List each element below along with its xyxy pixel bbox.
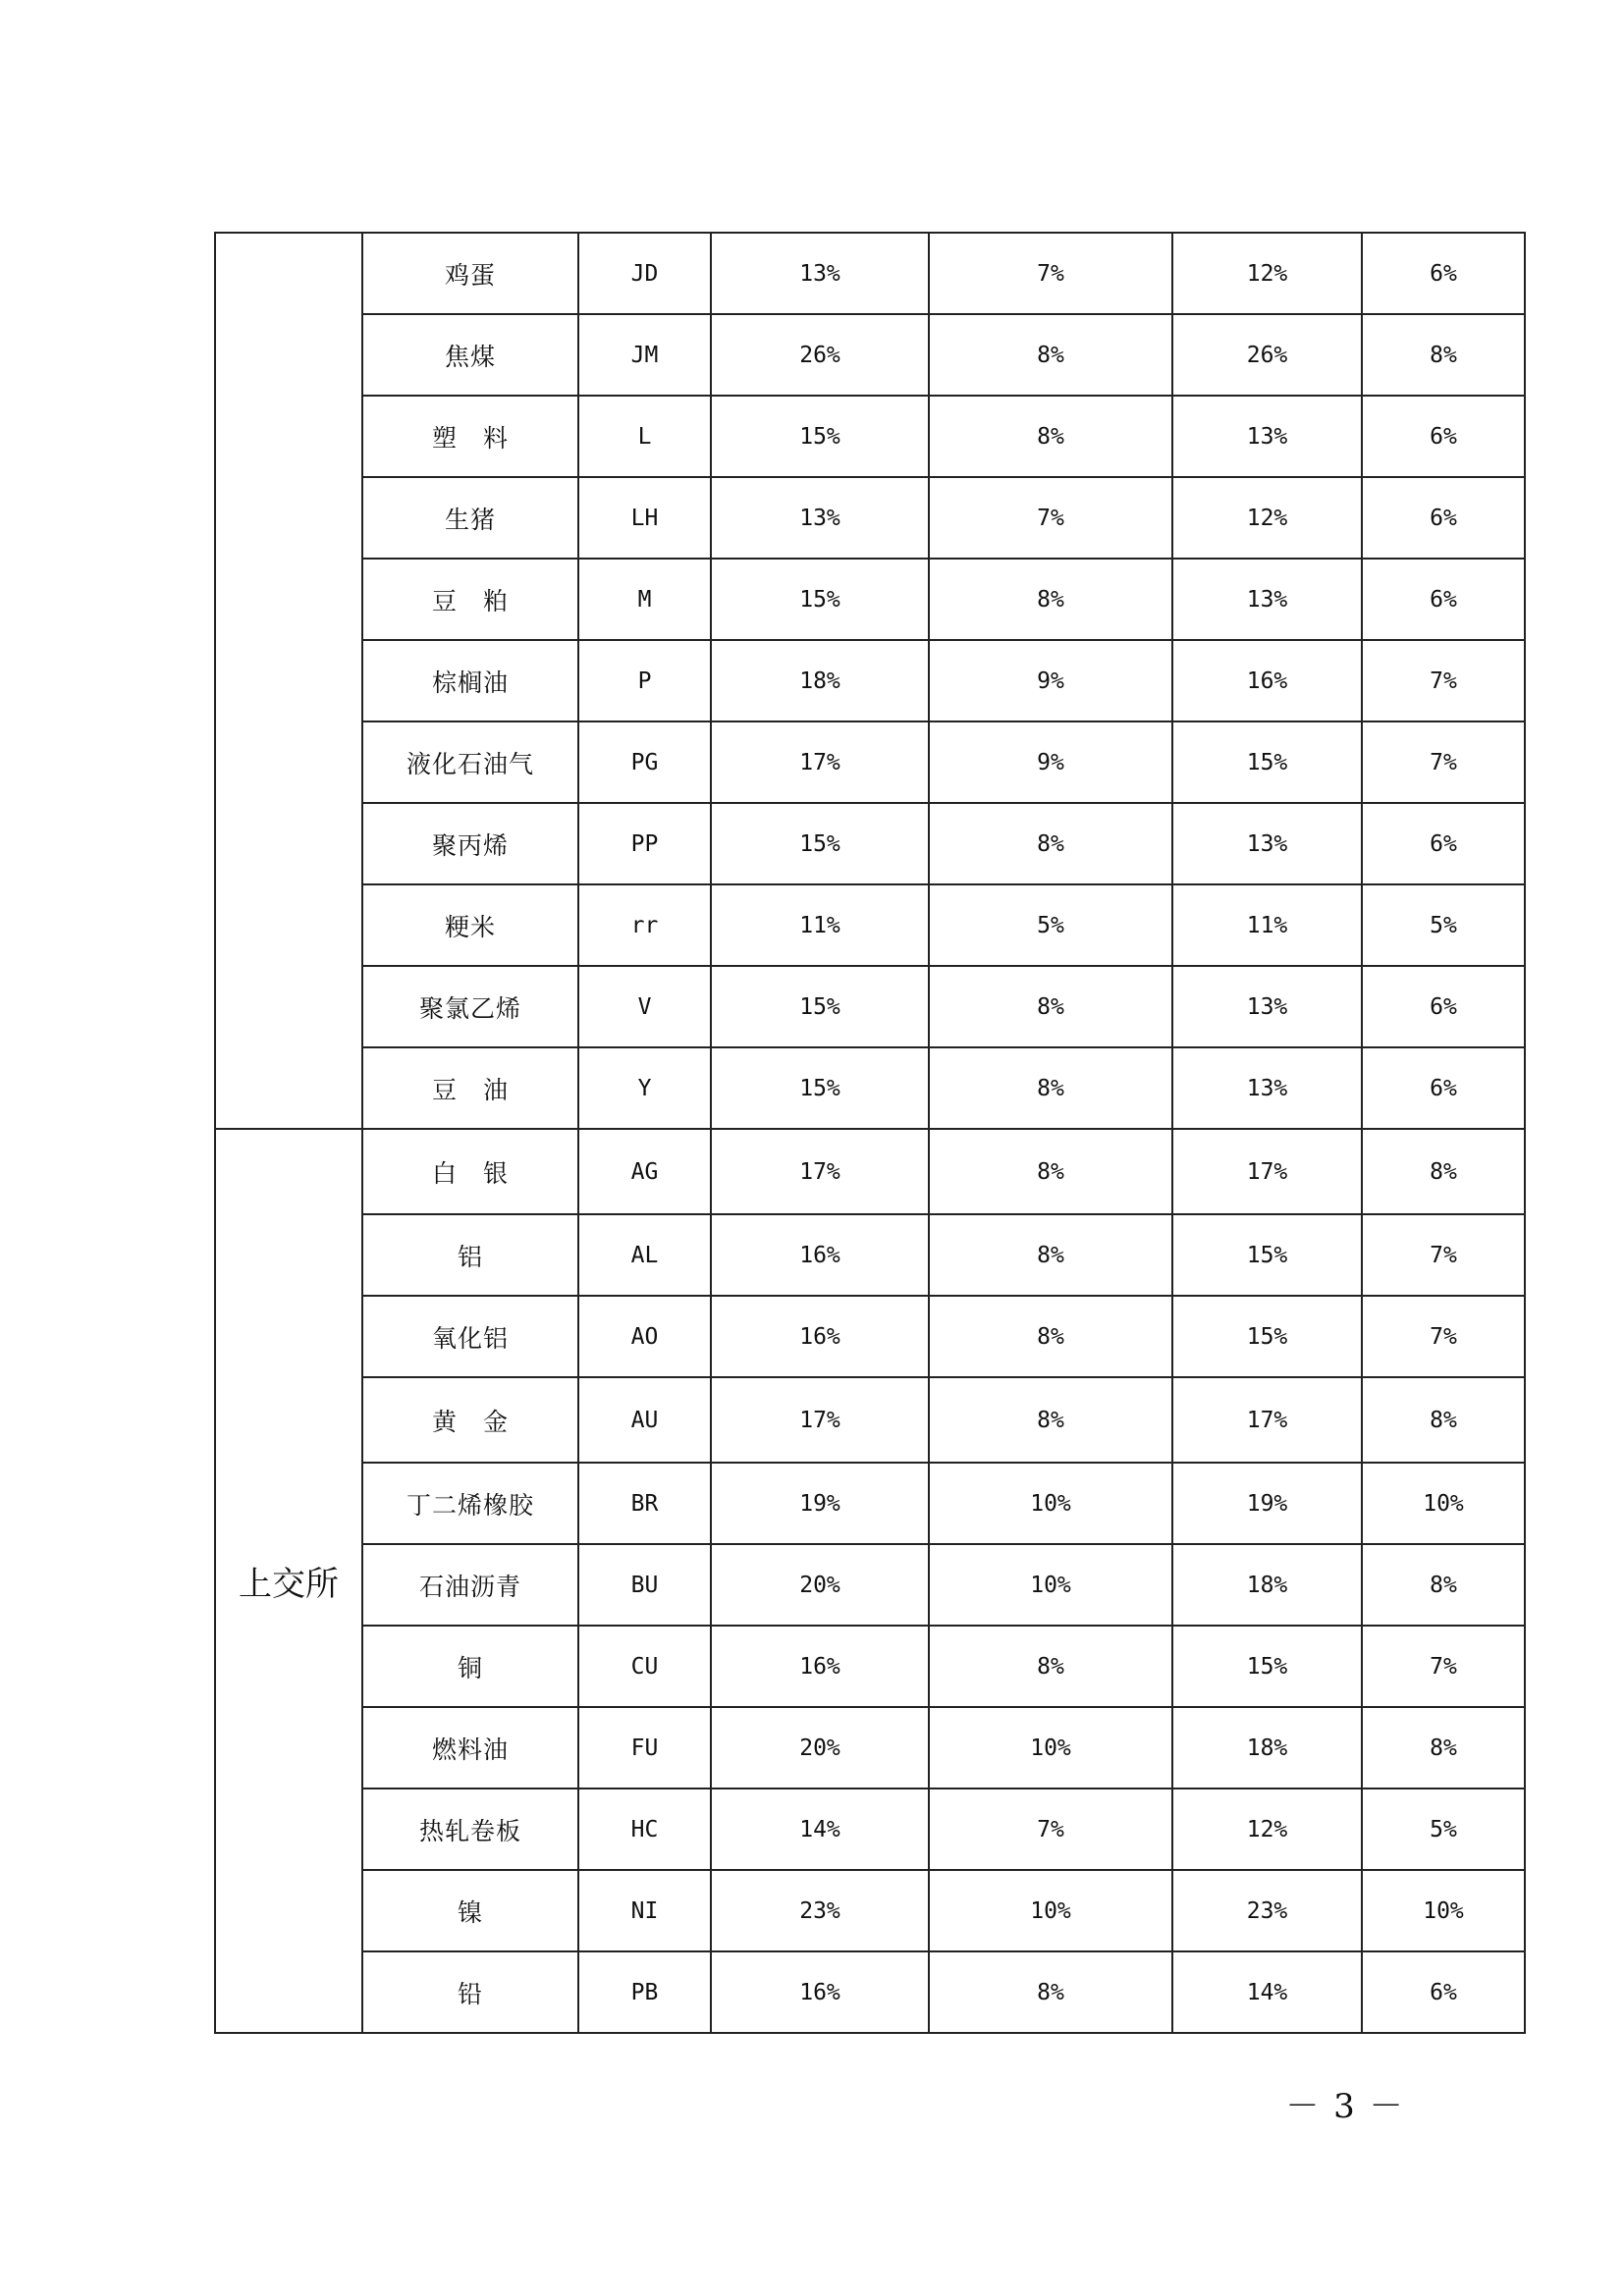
margin-value-cell: 8%	[929, 1377, 1172, 1463]
margin-value-cell: 17%	[711, 1377, 929, 1463]
table-row	[215, 1951, 1525, 2033]
table-row	[215, 640, 1525, 721]
margin-value-cell: 16%	[711, 1951, 929, 2033]
margin-value-cell: 15%	[711, 559, 929, 640]
margin-value-cell: 10%	[929, 1870, 1172, 1951]
margin-value-cell: 7%	[1362, 1626, 1525, 1707]
margin-value-cell: 23%	[711, 1870, 929, 1951]
margin-value-cell: 8%	[929, 396, 1172, 477]
table-row	[215, 477, 1525, 559]
margin-value-cell: 11%	[711, 884, 929, 966]
margin-value-cell: 6%	[1362, 233, 1525, 314]
margin-value-cell: 26%	[711, 314, 929, 396]
margin-value-cell: 10%	[1362, 1870, 1525, 1951]
product-name-cell: 黄 金	[362, 1377, 578, 1463]
margin-value-cell: 13%	[711, 233, 929, 314]
margin-value-cell: 15%	[1172, 1214, 1362, 1296]
margin-value-cell: 6%	[1362, 477, 1525, 559]
product-code-cell: AO	[578, 1296, 711, 1377]
margin-value-cell: 6%	[1362, 1047, 1525, 1129]
product-name-cell: 铅	[362, 1951, 578, 2033]
margin-value-cell: 9%	[929, 721, 1172, 803]
margin-value-cell: 6%	[1362, 966, 1525, 1047]
margin-value-cell: 8%	[929, 1214, 1172, 1296]
margin-value-cell: 10%	[929, 1707, 1172, 1789]
margin-value-cell: 8%	[929, 1296, 1172, 1377]
product-name-cell: 热轧卷板	[362, 1789, 578, 1870]
product-name-cell: 白 银	[362, 1129, 578, 1214]
margin-value-cell: 13%	[711, 477, 929, 559]
margin-value-cell: 17%	[1172, 1129, 1362, 1214]
margin-value-cell: 13%	[1172, 966, 1362, 1047]
margin-value-cell: 8%	[929, 1626, 1172, 1707]
margin-value-cell: 14%	[711, 1789, 929, 1870]
margin-value-cell: 16%	[711, 1214, 929, 1296]
exchange-cell	[215, 233, 362, 1129]
table-row	[215, 559, 1525, 640]
product-code-cell: LH	[578, 477, 711, 559]
margin-value-cell: 8%	[1362, 1377, 1525, 1463]
margin-value-cell: 18%	[711, 640, 929, 721]
table-row	[215, 1463, 1525, 1544]
margin-value-cell: 7%	[1362, 1214, 1525, 1296]
margin-value-cell: 7%	[929, 477, 1172, 559]
product-name-cell: 丁二烯橡胶	[362, 1463, 578, 1544]
margin-value-cell: 15%	[1172, 1626, 1362, 1707]
margin-value-cell: 5%	[929, 884, 1172, 966]
margin-value-cell: 16%	[1172, 640, 1362, 721]
table-row	[215, 1707, 1525, 1789]
product-name-cell: 豆 油	[362, 1047, 578, 1129]
margin-value-cell: 17%	[1172, 1377, 1362, 1463]
table-row	[215, 1296, 1525, 1377]
margin-value-cell: 11%	[1172, 884, 1362, 966]
margin-value-cell: 16%	[711, 1296, 929, 1377]
product-name-cell: 铝	[362, 1214, 578, 1296]
product-code-cell: FU	[578, 1707, 711, 1789]
product-code-cell: PB	[578, 1951, 711, 2033]
table-row	[215, 314, 1525, 396]
margin-value-cell: 18%	[1172, 1544, 1362, 1626]
margin-value-cell: 15%	[711, 803, 929, 884]
margin-value-cell: 5%	[1362, 1789, 1525, 1870]
margin-value-cell: 13%	[1172, 396, 1362, 477]
product-name-cell: 聚氯乙烯	[362, 966, 578, 1047]
margin-value-cell: 6%	[1362, 1951, 1525, 2033]
margin-value-cell: 13%	[1172, 803, 1362, 884]
margin-value-cell: 17%	[711, 1129, 929, 1214]
margin-value-cell: 7%	[1362, 721, 1525, 803]
product-name-cell: 燃料油	[362, 1707, 578, 1789]
product-code-cell: AL	[578, 1214, 711, 1296]
margin-value-cell: 10%	[929, 1463, 1172, 1544]
product-name-cell: 氧化铝	[362, 1296, 578, 1377]
table-row	[215, 803, 1525, 884]
margin-value-cell: 19%	[711, 1463, 929, 1544]
product-code-cell: JD	[578, 233, 711, 314]
product-name-cell: 镍	[362, 1870, 578, 1951]
margin-value-cell: 7%	[1362, 1296, 1525, 1377]
margin-value-cell: 18%	[1172, 1707, 1362, 1789]
table-body	[215, 233, 1525, 2033]
margin-value-cell: 7%	[929, 233, 1172, 314]
exchange-cell: 上交所	[215, 1129, 362, 2033]
margin-value-cell: 23%	[1172, 1870, 1362, 1951]
product-code-cell: PG	[578, 721, 711, 803]
table-row	[215, 1047, 1525, 1129]
margin-value-cell: 12%	[1172, 477, 1362, 559]
table-row	[215, 1214, 1525, 1296]
product-code-cell: M	[578, 559, 711, 640]
margin-value-cell: 9%	[929, 640, 1172, 721]
margin-value-cell: 8%	[1362, 1544, 1525, 1626]
margin-value-cell: 10%	[929, 1544, 1172, 1626]
table-row	[215, 1789, 1525, 1870]
product-code-cell: BU	[578, 1544, 711, 1626]
product-name-cell: 生猪	[362, 477, 578, 559]
product-code-cell: L	[578, 396, 711, 477]
product-name-cell: 石油沥青	[362, 1544, 578, 1626]
margin-value-cell: 8%	[929, 1047, 1172, 1129]
margin-value-cell: 15%	[1172, 721, 1362, 803]
table-row	[215, 884, 1525, 966]
margin-value-cell: 14%	[1172, 1951, 1362, 2033]
margin-value-cell: 15%	[711, 1047, 929, 1129]
margin-value-cell: 13%	[1172, 1047, 1362, 1129]
margin-value-cell: 8%	[1362, 1707, 1525, 1789]
margin-value-cell: 7%	[929, 1789, 1172, 1870]
product-name-cell: 粳米	[362, 884, 578, 966]
margin-value-cell: 16%	[711, 1626, 929, 1707]
product-name-cell: 棕榈油	[362, 640, 578, 721]
margin-value-cell: 19%	[1172, 1463, 1362, 1544]
margin-value-cell: 15%	[1172, 1296, 1362, 1377]
table-row	[215, 1544, 1525, 1626]
product-code-cell: P	[578, 640, 711, 721]
margin-ratio-table	[214, 232, 1526, 2034]
product-name-cell: 豆 粕	[362, 559, 578, 640]
margin-value-cell: 15%	[711, 966, 929, 1047]
margin-value-cell: 8%	[929, 1129, 1172, 1214]
margin-value-cell: 20%	[711, 1544, 929, 1626]
product-name-cell: 焦煤	[362, 314, 578, 396]
page-number: － 3 －	[1285, 2087, 1405, 2126]
margin-value-cell: 8%	[929, 966, 1172, 1047]
margin-value-cell: 8%	[929, 1951, 1172, 2033]
margin-value-cell: 15%	[711, 396, 929, 477]
table-row	[215, 721, 1525, 803]
margin-value-cell: 13%	[1172, 559, 1362, 640]
margin-value-cell: 8%	[1362, 1129, 1525, 1214]
product-code-cell: AU	[578, 1377, 711, 1463]
margin-value-cell: 6%	[1362, 559, 1525, 640]
table-row	[215, 966, 1525, 1047]
margin-value-cell: 12%	[1172, 233, 1362, 314]
product-code-cell: CU	[578, 1626, 711, 1707]
product-code-cell: Y	[578, 1047, 711, 1129]
product-code-cell: HC	[578, 1789, 711, 1870]
product-code-cell: AG	[578, 1129, 711, 1214]
product-name-cell: 鸡蛋	[362, 233, 578, 314]
product-code-cell: NI	[578, 1870, 711, 1951]
margin-value-cell: 8%	[929, 559, 1172, 640]
table-row	[215, 396, 1525, 477]
margin-value-cell: 5%	[1362, 884, 1525, 966]
margin-value-cell: 12%	[1172, 1789, 1362, 1870]
product-name-cell: 铜	[362, 1626, 578, 1707]
margin-value-cell: 20%	[711, 1707, 929, 1789]
margin-value-cell: 17%	[711, 721, 929, 803]
product-name-cell: 聚丙烯	[362, 803, 578, 884]
product-code-cell: PP	[578, 803, 711, 884]
product-code-cell: JM	[578, 314, 711, 396]
margin-value-cell: 6%	[1362, 396, 1525, 477]
table-row	[215, 1626, 1525, 1707]
table-row	[215, 1377, 1525, 1463]
margin-value-cell: 8%	[1362, 314, 1525, 396]
product-code-cell: V	[578, 966, 711, 1047]
product-name-cell: 液化石油气	[362, 721, 578, 803]
product-code-cell: rr	[578, 884, 711, 966]
margin-value-cell: 8%	[929, 803, 1172, 884]
product-name-cell: 塑 料	[362, 396, 578, 477]
margin-value-cell: 8%	[929, 314, 1172, 396]
product-code-cell: BR	[578, 1463, 711, 1544]
table-row	[215, 233, 1525, 314]
margin-value-cell: 26%	[1172, 314, 1362, 396]
margin-value-cell: 6%	[1362, 803, 1525, 884]
table-row	[215, 1870, 1525, 1951]
margin-value-cell: 10%	[1362, 1463, 1525, 1544]
margin-value-cell: 7%	[1362, 640, 1525, 721]
table-row	[215, 1129, 1525, 1214]
